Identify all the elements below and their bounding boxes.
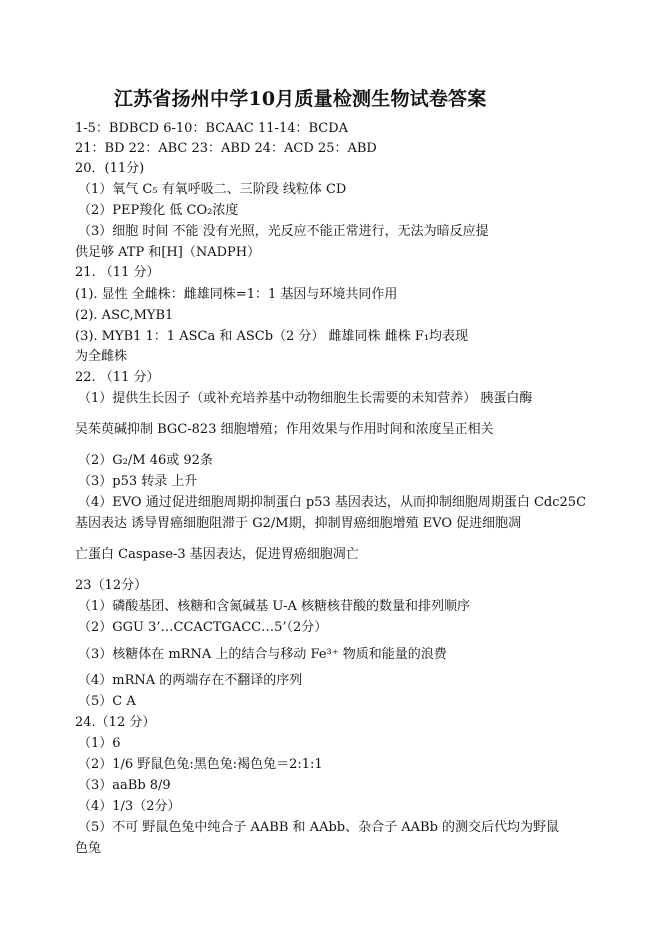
question-23-heading: 23（12分） bbox=[75, 578, 148, 593]
question-23-part-3: （3）核糖体在 mRNA 上的结合与移动 Fe³⁺ 物质和能量的浪费 bbox=[78, 647, 447, 662]
question-22-part-4: （4）EVO 通过促进细胞周期抑制蛋白 p53 基因表达，从而抑制细胞周期蛋白 Cdc25C bbox=[78, 495, 587, 510]
question-24-part-5-cont: 色兔 bbox=[75, 841, 102, 856]
question-21-heading: 21. （11 分） bbox=[75, 265, 160, 280]
question-22-part-1-cont: 吴茱萸碱抑制 BGC-823 细胞增殖；作用效果与作用时间和浓度呈正相关 bbox=[75, 422, 494, 437]
question-22-part-1: （1）提供生长因子（或补充培养基中动物细胞生长需要的未知营养） 胰蛋白酶 bbox=[78, 391, 533, 406]
question-22-part-4-cont-1: 基因表达 诱导胃癌细胞阻滞于 G2/M期，抑制胃癌细胞增殖 EVO 促进细胞凋 bbox=[75, 516, 522, 531]
question-20-part-3: （3）细胞 时间 不能 没有光照，光反应不能正常进行，无法为暗反应提 bbox=[78, 224, 489, 239]
question-20-part-3-cont: 供足够 ATP 和[H]（NADPH） bbox=[75, 245, 261, 260]
question-21-part-3-cont: 为全雌株 bbox=[75, 349, 128, 364]
question-23-part-4: （4）mRNA 的两端存在不翻译的序列 bbox=[78, 673, 303, 688]
question-21-part-3: (3). MYB1 1：1 ASCa 和 ASCb（2 分） 雌雄同株 雌株 F₁均表现 bbox=[75, 329, 469, 344]
question-20-part-2: （2）PEP羧化 低 CO₂浓度 bbox=[78, 203, 239, 218]
question-24-part-1: （1）6 bbox=[78, 736, 121, 751]
document-title: 江苏省扬州中学10月质量检测生物试卷答案 bbox=[114, 88, 487, 110]
question-22-heading: 22. （11 分） bbox=[75, 370, 160, 385]
question-24-part-4: （4）1/3（2分） bbox=[78, 799, 181, 814]
question-24-part-2: （2）1/6 野鼠色兔:黑色兔:褐色兔＝2:1:1 bbox=[78, 757, 323, 772]
question-20-part-1: （1）氧气 C₅ 有氧呼吸二、三阶段 线粒体 CD bbox=[78, 182, 347, 197]
question-23-part-5: （5）C A bbox=[78, 694, 136, 709]
question-24-heading: 24.（12 分） bbox=[75, 715, 156, 730]
question-24-part-5: （5）不可 野鼠色兔中纯合子 AABB 和 AAbb、杂合子 AABb 的测交后代均为野鼠 bbox=[78, 820, 560, 835]
answer-line-mc-1: 1-5：BDBCD 6-10：BCAAC 11-14：BCDA bbox=[75, 121, 349, 136]
question-21-part-1: (1). 显性 全雌株：雌雄同株=1：1 基因与环境共同作用 bbox=[75, 287, 398, 302]
question-23-part-1: （1）磷酸基团、核糖和含氮碱基 U-A 核糖核苷酸的数量和排列顺序 bbox=[78, 599, 471, 614]
question-24-part-3: （3）aaBb 8/9 bbox=[78, 778, 171, 793]
question-20-heading: 20．(11分) bbox=[75, 161, 145, 176]
question-22-part-3: （3）p53 转录 上升 bbox=[78, 474, 198, 489]
question-22-part-4-cont-2: 亡蛋白 Caspase-3 基因表达，促进胃癌细胞凋亡 bbox=[75, 547, 359, 562]
question-22-part-2: （2）G₂/M 46或 92条 bbox=[78, 453, 213, 468]
answer-line-mc-2: 21：BD 22：ABC 23：ABD 24：ACD 25：ABD bbox=[75, 141, 377, 156]
question-23-part-2: （2）GGU 3’…CCACTGACC…5’（2分） bbox=[78, 620, 328, 635]
question-21-part-2: (2). ASC,MYB1 bbox=[75, 308, 174, 323]
